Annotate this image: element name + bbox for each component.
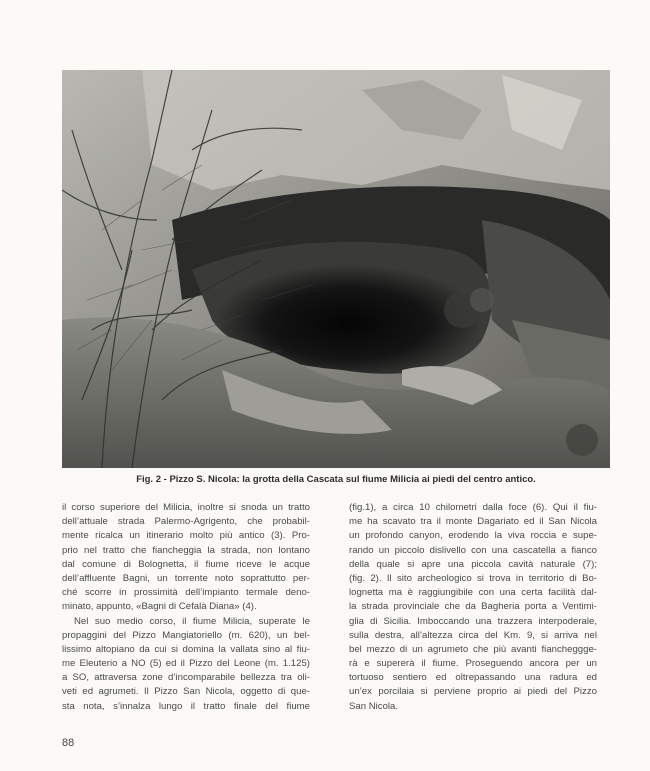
text-line: bel mezzo di un agrumeto che più avanti fiancheggge- <box>349 643 597 655</box>
text-line: della quale si apre una piccola cavità naturale (7); <box>349 558 597 570</box>
text-line: lognetta ma è raggiungibile con una certa facilità dal- <box>349 587 597 599</box>
text-line: a SO, attraversa zone d’incomparabile bellezza tra oli- <box>62 672 310 684</box>
text-line: propaggini del Pizzo Mangiatoriello (m. 620), un bel- <box>62 629 310 641</box>
text-line: (fig.1), a circa 10 chilometri dalla foce (6). Qui il fiu- <box>349 502 597 513</box>
text-line: San Nicola. <box>349 700 399 712</box>
text-line: mente ricalca un itinerario molto più antico (3). Pro- <box>62 530 310 542</box>
text-line: glia di Sicilia. Imboccando una trazzera interpoderale, <box>349 615 597 627</box>
text-line: un’ex porcilaia si perviene proprio ai piedi del Pizzo <box>349 686 597 698</box>
text-line: sulla destra, all’altezza circa del Km. 9, si arriva nel <box>349 629 597 641</box>
text-line: il corso superiore del Milicia, inoltre si snoda un tratto <box>62 502 310 513</box>
text-line: lissimo altopiano da cui si domina la vallata sino al fiu- <box>62 643 310 655</box>
text-line: prio nel tratto che fiancheggia la strada, non lontano <box>62 544 310 556</box>
text-line: Nel suo medio corso, il fiume Milicia, superate le <box>74 615 310 627</box>
text-line: un profondo canyon, erodendo la viva roccia e supe- <box>349 530 597 542</box>
text-line: me Eleuterio a NO (5) ed il Pizzo del Leone (m. 1.125) <box>62 658 310 670</box>
text-line: me ha scavato tra il monte Dagariato ed il San Nicola <box>349 516 597 528</box>
text-line: rando un piccolo dislivello con una cascatella a fianco <box>349 544 597 556</box>
text-line: ché scorre in prossimità dell’impianto termale deno- <box>62 587 310 599</box>
page-number: 88 <box>62 737 75 749</box>
text-column-left <box>62 501 310 714</box>
text-line: minato, appunto, «Bagni di Cefalà Diana» (4). <box>62 601 257 613</box>
text-column-right <box>349 501 597 714</box>
figure-caption: Fig. 2 - Pizzo S. Nicola: la grotta della Cascata sul fiume Milicia ai piedi del centro antico. <box>136 474 536 485</box>
text-line: tortuoso sentiero ed oltrepassando una radura ed <box>349 672 597 684</box>
text-line: (fig. 2). Il sito archeologico si trova in territorio di Bo- <box>349 572 597 584</box>
cave-photograph <box>62 70 610 468</box>
text-line: dell’attuale strada Palermo-Agrigento, che probabil- <box>62 516 310 528</box>
text-line: rà e supererà il fiume. Proseguendo ancora per un <box>349 658 597 670</box>
text-line: dell’affluente Bagni, un torrente noto soprattutto per- <box>62 572 310 584</box>
text-line: sta nota, s’innalza lungo il tratto finale del fiume <box>62 700 310 712</box>
text-line: la strada provinciale che da Bagheria porta a Ventimi- <box>349 601 597 613</box>
cave-photo-image <box>62 70 610 468</box>
text-line: veti ed agrumeti. Il Pizzo San Nicola, oggetto di que- <box>62 686 310 698</box>
text-line: dal comune di Bolognetta, il fiume riceve le acque <box>62 558 310 570</box>
